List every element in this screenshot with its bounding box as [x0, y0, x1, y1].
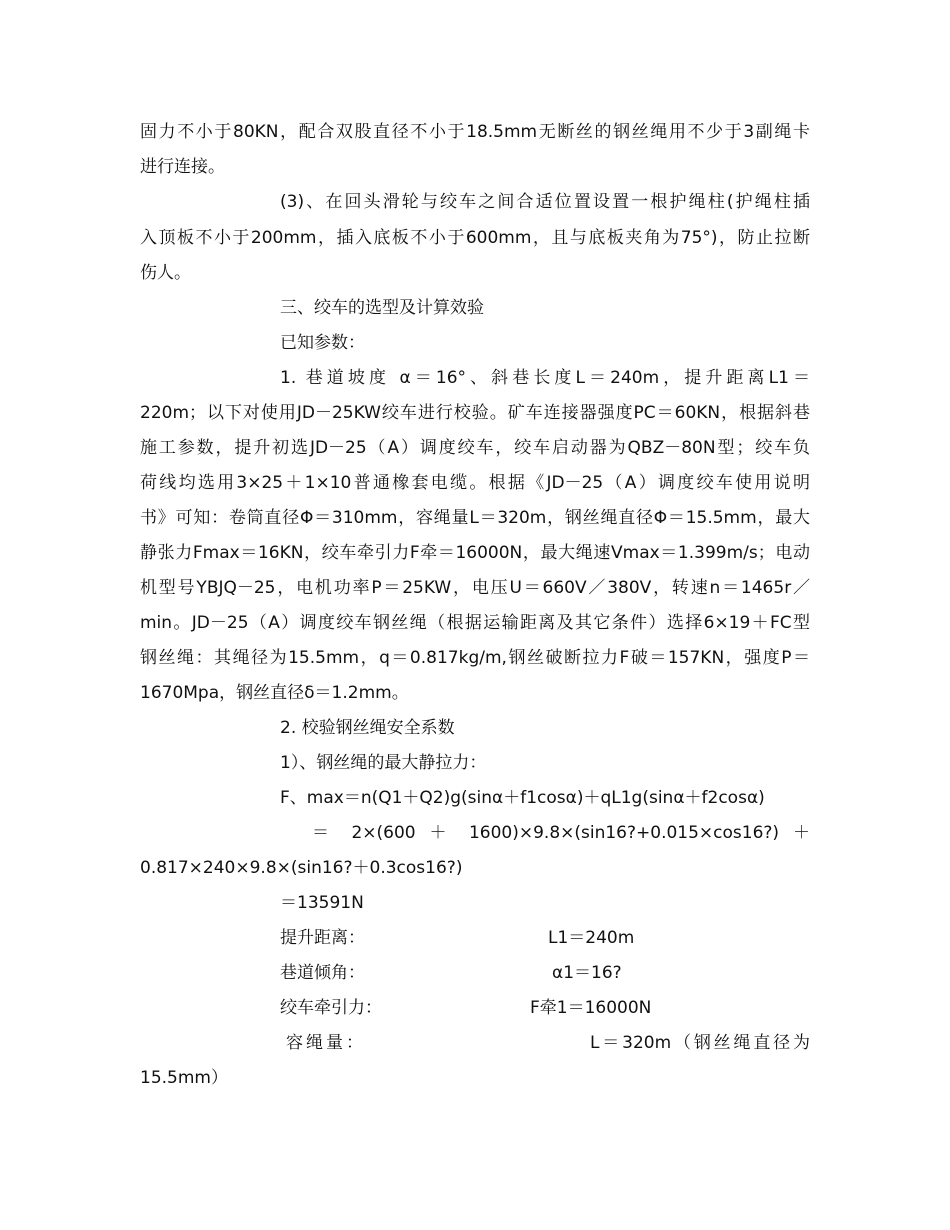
subheading: 2. 校验钢丝绳安全系数	[280, 718, 455, 738]
param-label: 巷道倾角：	[280, 963, 365, 983]
subheading: 1）、钢丝绳的最大静拉力：	[280, 753, 487, 773]
paragraph-line: 钢丝绳：其绳径为15.5mm，q＝0.817kg/m,钢丝破断拉力F破＝157KN，强度P＝	[140, 648, 810, 668]
subheading: 已知参数：	[280, 333, 365, 353]
paragraph-line: 进行连接。	[140, 157, 225, 177]
formula-line: F、max＝n(Q1＋Q2)g(sinα＋f1cosα)＋qL1g(sinα＋f2cosα)	[280, 788, 765, 808]
section-heading: 三、绞车的选型及计算效验	[280, 298, 484, 318]
paragraph-line: 伤人。	[140, 263, 191, 283]
paragraph-line: 1. 巷道坡度 α＝16°、斜巷长度L＝240m，提升距离L1＝	[280, 368, 810, 388]
paragraph-line: 施工参数，提升初选JD－25（A）调度绞车，绞车启动器为QBZ－80N型；绞车负	[140, 438, 810, 458]
param-value: α1＝16?	[552, 963, 622, 983]
param-label: 提升距离：	[280, 928, 365, 948]
formula-result: ＝13591N	[280, 893, 364, 913]
param-value: F牵1＝16000N	[530, 998, 652, 1018]
formula-line: ＝ 2×(600 ＋ 1600)×9.8×(sin16?+0.015×cos16?) ＋	[312, 823, 810, 843]
paragraph-line: 机型号YBJQ－25，电机功率P＝25KW，电压U＝660V／380V，转速n＝1465r／	[140, 578, 810, 598]
paragraph-line: 荷线均选用3×25＋1×10普通橡套电缆。根据《JD－25（A）调度绞车使用说明	[140, 473, 810, 493]
formula-line: 0.817×240×9.8×(sin16?＋0.3cos16?)	[140, 858, 463, 878]
param-value: L1＝240m	[548, 928, 635, 948]
param-value-continued: 15.5mm）	[140, 1068, 228, 1088]
paragraph-line: 书》可知：卷筒直径Φ＝310mm，容绳量L＝320m，钢丝绳直径Φ＝15.5mm，最大	[140, 508, 810, 528]
paragraph-line: (3)、在回头滑轮与绞车之间合适位置设置一根护绳柱(护绳柱插	[280, 192, 810, 212]
paragraph-line: 入顶板不小于200mm，插入底板不小于600mm，且与底板夹角为75°)，防止拉断	[140, 228, 810, 248]
paragraph-line: 静张力Fmax＝16KN，绞车牵引力F牵＝16000N，最大绳速Vmax＝1.399m/s；电动	[140, 543, 810, 563]
paragraph-line: min。JD－25（A）调度绞车钢丝绳（根据运输距离及其它条件）选择6×19＋FC型	[140, 613, 810, 633]
paragraph-line: 220m；以下对使用JD－25KW绞车进行校验。矿车连接器强度PC＝60KN，根据斜巷	[140, 403, 810, 423]
paragraph-line: 固力不小于80KN，配合双股直径不小于18.5mm无断丝的钢丝绳用不少于3副绳卡	[140, 122, 810, 142]
param-label: 绞车牵引力：	[280, 998, 382, 1018]
param-label: 容绳量：	[286, 1033, 366, 1053]
param-value: L＝320m（钢丝绳直径为	[590, 1033, 810, 1053]
paragraph-line: 1670Mpa，钢丝直径δ＝1.2mm。	[140, 683, 409, 703]
